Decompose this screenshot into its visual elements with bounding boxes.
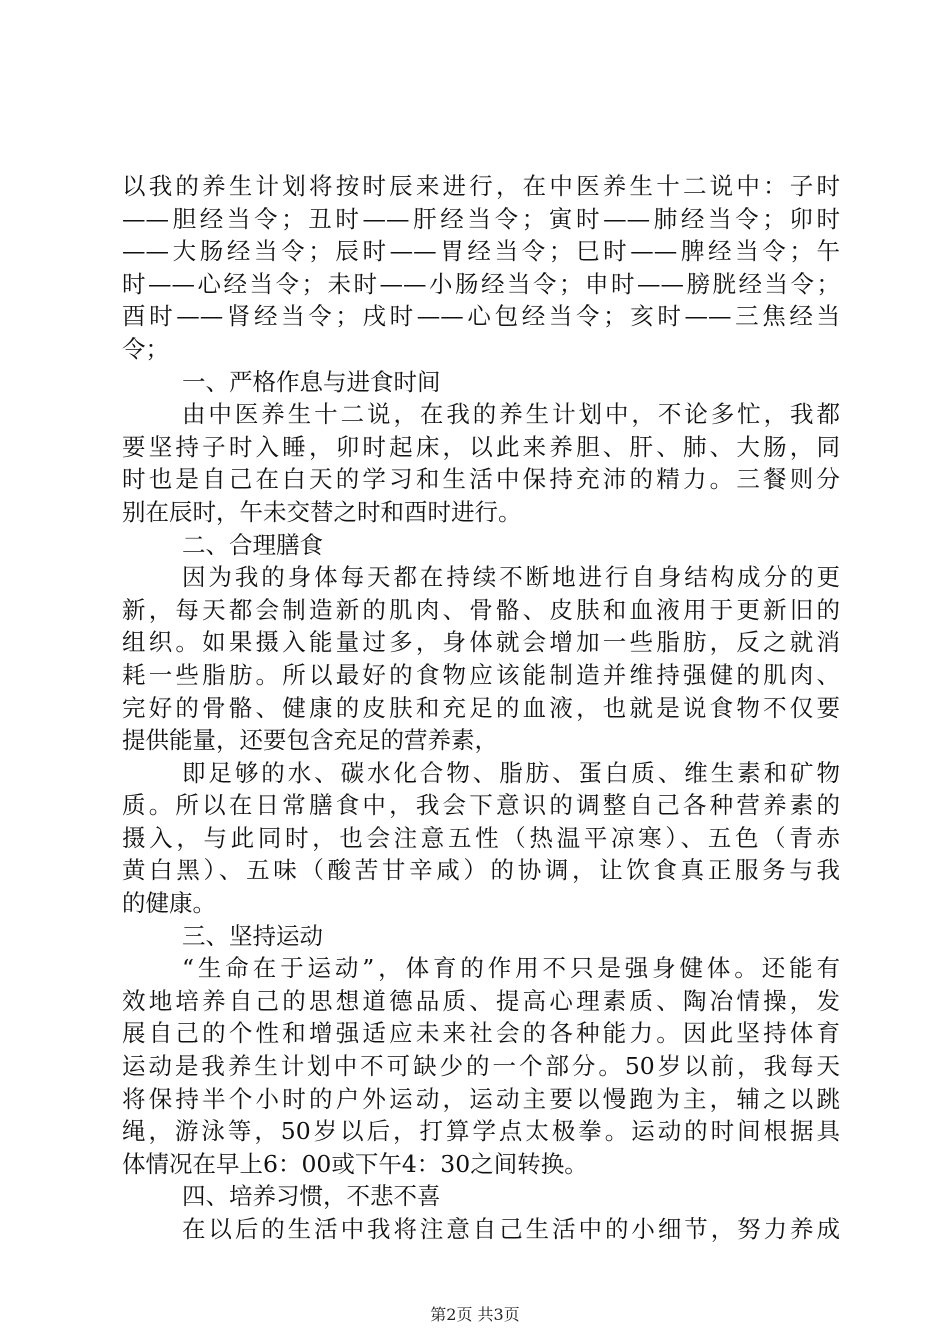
text-line: 时也是自己在白天的学习和生活中保持充沛的精力。三餐则分: [122, 465, 840, 494]
text-line: 摄入，与此同时，也会注意五性（热温平凉寒）、五色（青赤: [122, 823, 840, 852]
text-line: ——胆经当令；丑时——肝经当令；寅时——肺经当令；卯时: [122, 204, 840, 233]
text-line: 即足够的水、碳水化合物、脂肪、蛋白质、维生素和矿物: [182, 758, 840, 787]
text-line: 体情况在早上6：00或下午4：30之间转换。: [122, 1149, 588, 1178]
text-line: 绳，游泳等，50岁以后，打算学点太极拳。运动的时间根据具: [122, 1117, 840, 1146]
section-heading: 三、坚持运动: [182, 921, 323, 950]
text-line: 的健康。: [122, 889, 216, 918]
text-line: 耗一些脂肪。所以最好的食物应该能制造并维持强健的肌肉、: [122, 660, 840, 689]
text-line: 因为我的身体每天都在持续不断地进行自身结构成分的更: [182, 563, 840, 592]
section-heading: 二、合理膳食: [182, 530, 323, 559]
text-line: “生命在于运动”，体育的作用不只是强身健体。还能有: [182, 954, 840, 983]
text-line: 在以后的生活中我将注意自己生活中的小细节，努力养成: [182, 1215, 840, 1243]
text-line: 效地培养自己的思想道德品质、提高心理素质、陶冶情操，发: [122, 986, 840, 1015]
page-number: 第2页 共3页: [430, 1305, 520, 1324]
page-footer: [0, 1302, 950, 1325]
text-line: 运动是我养生计划中不可缺少的一个部分。50岁以前，我每天: [122, 1052, 840, 1081]
text-line: 以我的养生计划将按时辰来进行，在中医养生十二说中：子时: [122, 172, 840, 200]
section-heading: 一、严格作息与进食时间: [182, 367, 441, 396]
text-line: 别在辰时，午未交替之时和酉时进行。: [122, 497, 522, 526]
text-line: 新，每天都会制造新的肌肉、骨骼、皮肤和血液用于更新旧的: [122, 595, 840, 624]
text-line: 黄白黑）、五味（酸苦甘辛咸）的协调，让饮食真正服务与我: [122, 856, 840, 885]
text-line: 展自己的个性和增强适应未来社会的各种能力。因此坚持体育: [122, 1019, 840, 1048]
text-line: 酉时——肾经当令；戌时——心包经当令；亥时——三焦经当: [122, 302, 840, 331]
text-line: 要坚持子时入睡，卯时起床，以此来养胆、肝、肺、大肠，同: [122, 432, 840, 461]
text-line: 将保持半个小时的户外运动，运动主要以慢跑为主，辅之以跳: [122, 1084, 840, 1113]
text-line: 由中医养生十二说，在我的养生计划中，不论多忙，我都: [182, 400, 840, 429]
section-heading: 四、培养习惯，不悲不喜: [182, 1182, 441, 1211]
text-line: 质。所以在日常膳食中，我会下意识的调整自己各种营养素的: [122, 791, 840, 820]
text-line: 完好的骨骼、健康的皮肤和充足的血液，也就是说食物不仅要: [122, 693, 840, 722]
text-line: 时——心经当令；未时——小肠经当令；申时——膀胱经当令；: [122, 269, 840, 298]
body-text: [122, 170, 840, 1246]
text-line: 令；: [122, 334, 169, 363]
text-line: ——大肠经当令；辰时——胃经当令；巳时——脾经当令；午: [122, 237, 840, 266]
text-line: 组织。如果摄入能量过多，身体就会增加一些脂肪，反之就消: [122, 628, 840, 657]
text-line: 提供能量，还要包含充足的营养素，: [122, 726, 498, 755]
